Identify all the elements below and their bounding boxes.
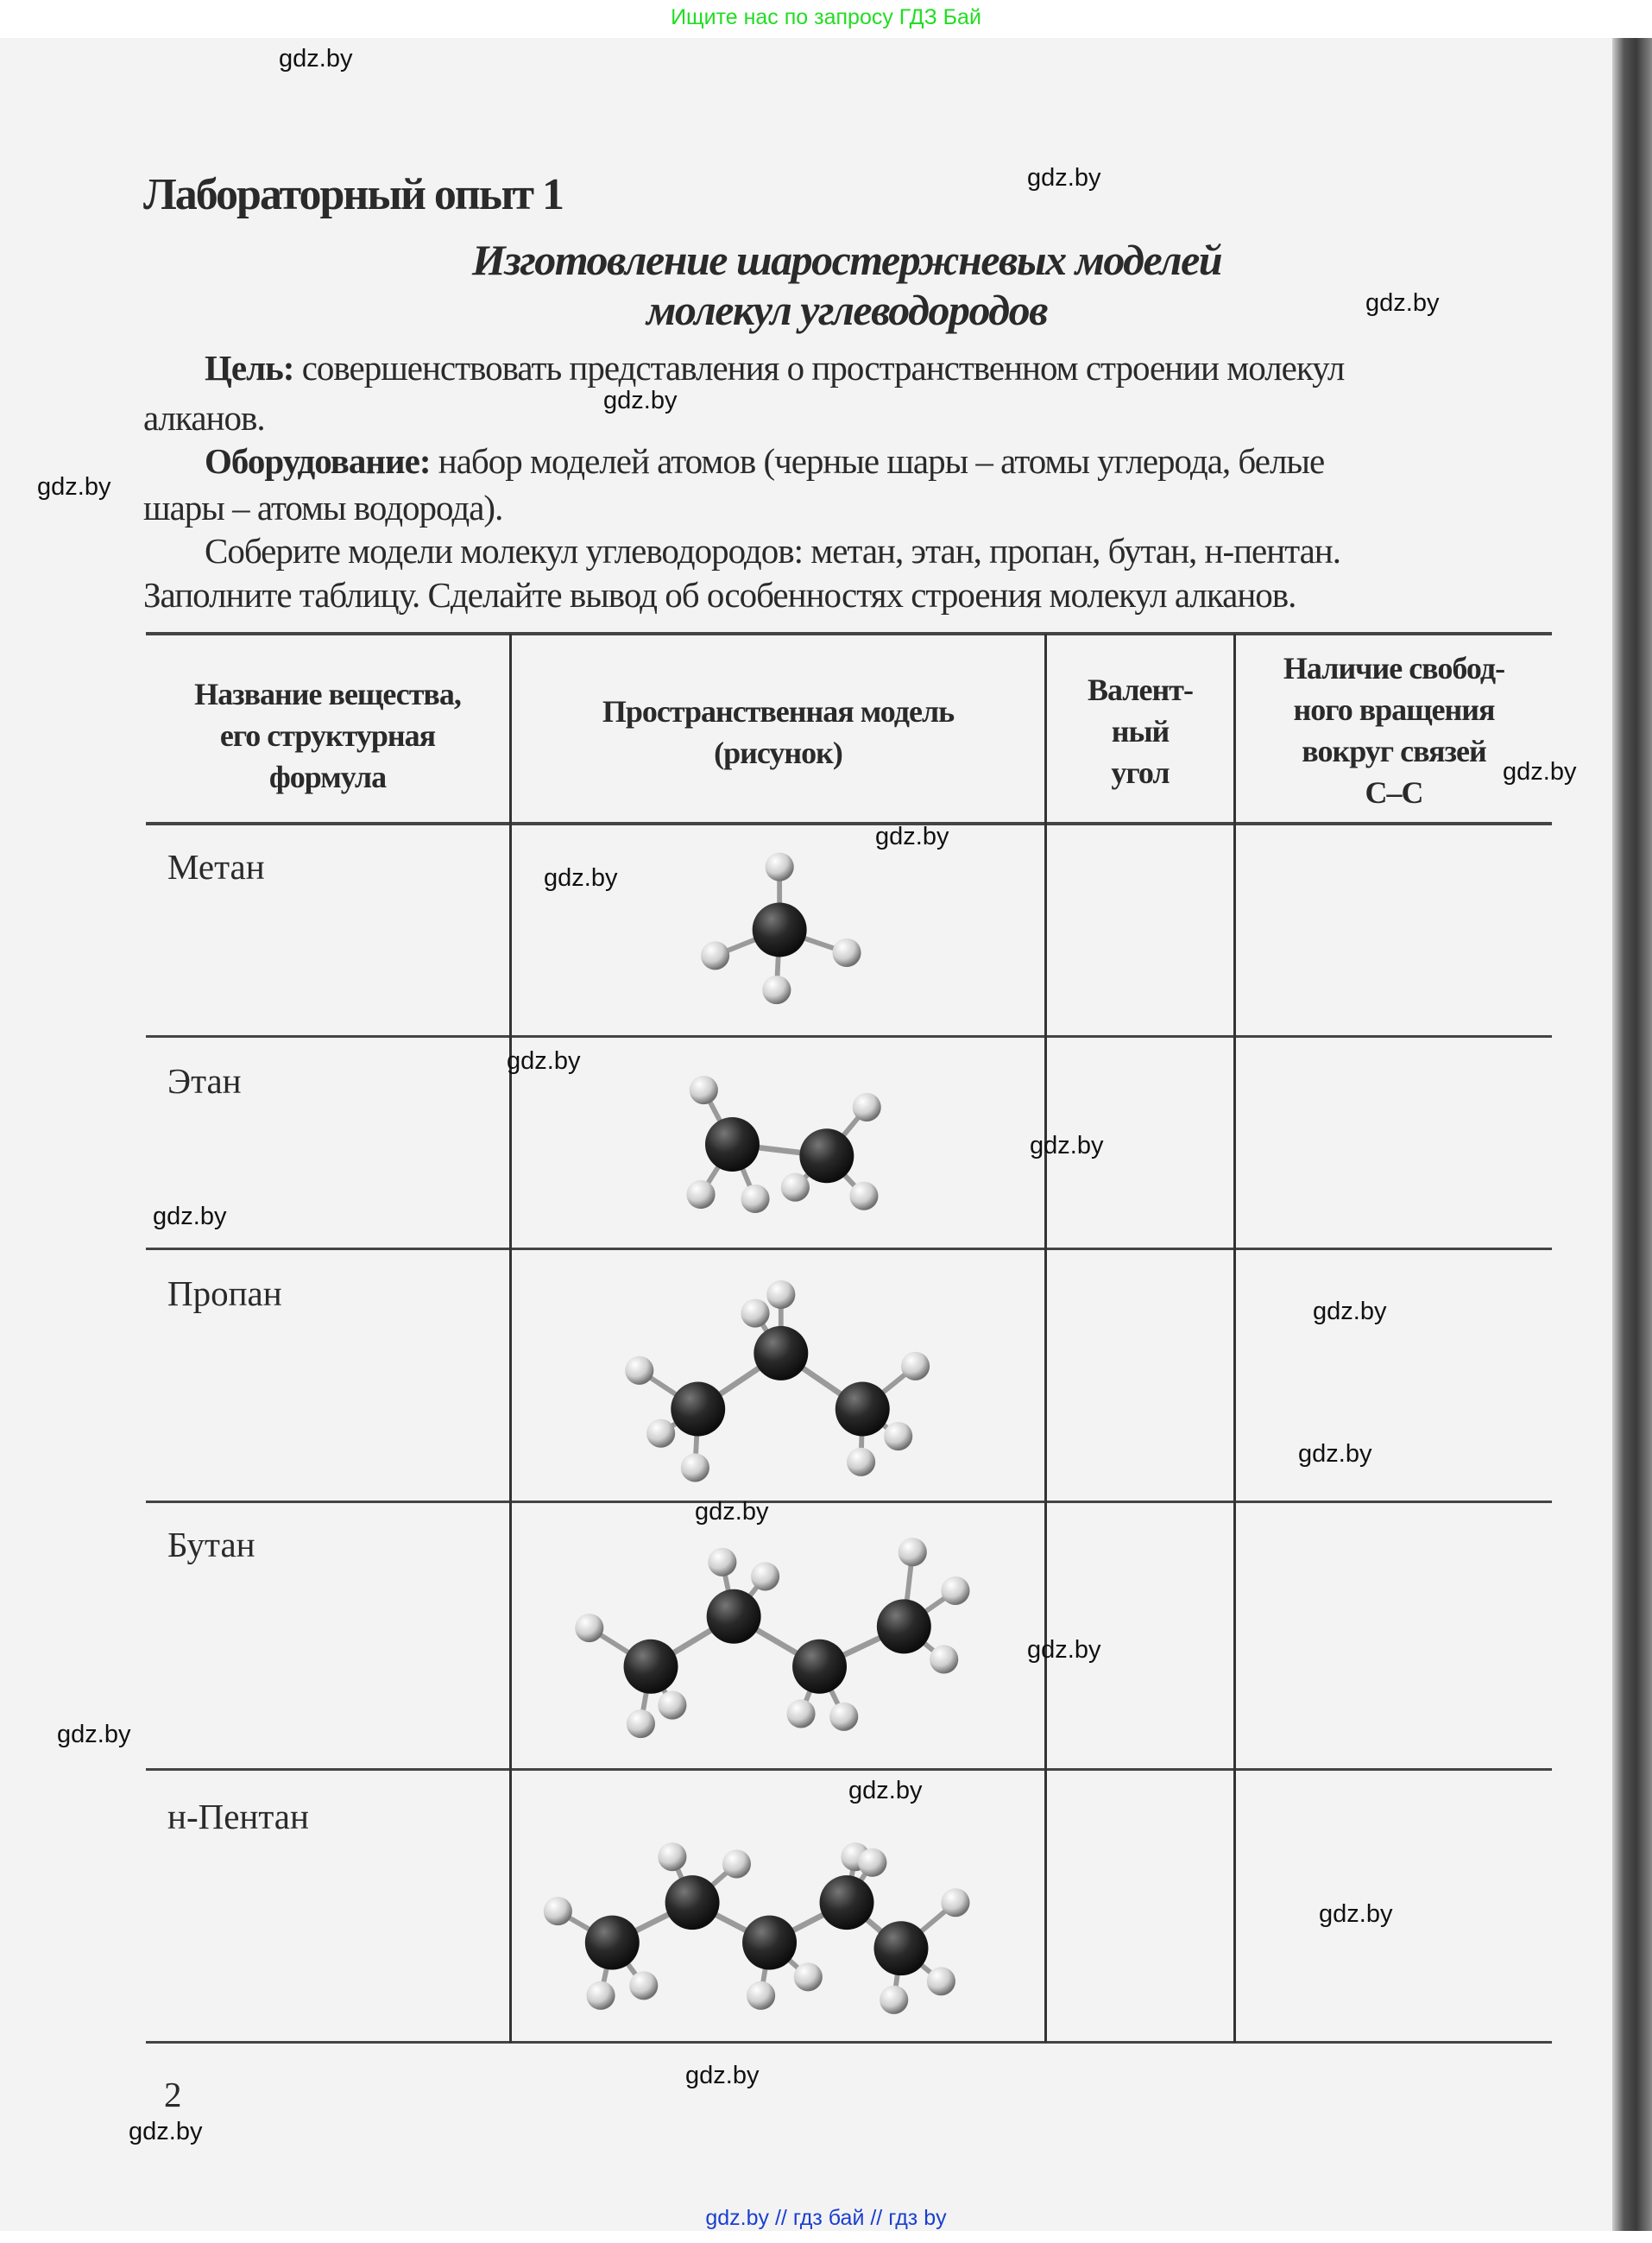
watermark-text: gdz.by: [1365, 289, 1440, 317]
pentane-carbon-atom: [874, 1921, 929, 1975]
ethane-carbon-atom: [705, 1117, 760, 1172]
page-title: Лабораторный опыт 1: [143, 170, 564, 219]
watermark-text: gdz.by: [1313, 1298, 1387, 1325]
watermark-text: gdz.by: [875, 823, 949, 850]
butane-carbon-atom: [707, 1589, 761, 1644]
ethane-hydrogen-atom: [853, 1093, 881, 1122]
pentane-hydrogen-atom: [629, 1971, 658, 2000]
row-label-pentane: н-Пентан: [167, 1797, 309, 1836]
ethane-carbon-atom: [799, 1128, 854, 1183]
row-label-butane: Бутан: [167, 1525, 255, 1564]
goal-text: совершенствовать представления о пространственном строении молекул: [293, 348, 1345, 388]
butane-hydrogen-atom: [786, 1699, 815, 1728]
pentane-carbon-atom: [665, 1875, 720, 1930]
propane-hydrogen-atom: [741, 1298, 769, 1327]
header-angle: Валент- ный угол: [1088, 673, 1193, 790]
pentane-hydrogen-atom: [544, 1897, 572, 1925]
row-label-ethane: Этан: [167, 1061, 242, 1101]
propane-hydrogen-atom: [847, 1448, 875, 1476]
propane-hydrogen-atom: [901, 1352, 930, 1381]
propane-carbon-atom: [835, 1382, 890, 1437]
butane-hydrogen-atom: [708, 1548, 736, 1576]
watermark-text: gdz.by: [37, 473, 111, 501]
subtitle-line-1: Изготовление шаростержневых моделей: [471, 236, 1222, 284]
ethane-hydrogen-atom: [781, 1173, 810, 1202]
butane-hydrogen-atom: [627, 1709, 655, 1738]
ethane-hydrogen-atom: [686, 1180, 715, 1209]
watermark-text: gdz.by: [129, 2118, 203, 2145]
watermark-text: gdz.by: [1298, 1440, 1372, 1468]
pentane-hydrogen-atom: [747, 1981, 775, 2010]
propane-hydrogen-atom: [884, 1422, 912, 1450]
pentane-hydrogen-atom: [858, 1848, 886, 1877]
watermark-text: gdz.by: [695, 1498, 769, 1526]
equipment-text: набор моделей атомов (черные шары – атомы углерода, белые: [430, 441, 1325, 481]
methane-hydrogen-atom: [832, 938, 861, 967]
task-line-1: Соберите модели молекул углеводородов: метан, этан, пропан, бутан, н-пентан.: [205, 531, 1340, 571]
row-label-propane: Пропан: [167, 1273, 282, 1313]
methane-hydrogen-atom: [766, 853, 794, 881]
butane-carbon-atom: [624, 1640, 678, 1694]
watermark-text: gdz.by: [279, 45, 353, 73]
pentane-carbon-atom: [742, 1916, 797, 1970]
watermark-text: gdz.by: [544, 864, 618, 892]
subtitle-line-2: молекул углеводородов: [646, 286, 1047, 334]
page-number: 2: [164, 2075, 182, 2114]
watermark-text: gdz.by: [1319, 1900, 1393, 1928]
pentane-hydrogen-atom: [722, 1849, 751, 1878]
watermark-text: gdz.by: [1027, 164, 1101, 192]
task-line-2: Заполните таблицу. Сделайте вывод об особенностях строения молекул алканов.: [143, 575, 1296, 615]
propane-carbon-atom: [671, 1382, 725, 1437]
butane-carbon-atom: [877, 1599, 931, 1653]
methane-carbon-atom: [753, 902, 807, 957]
pentane-hydrogen-atom: [658, 1842, 686, 1871]
butane-hydrogen-atom: [930, 1645, 958, 1673]
banner-text[interactable]: Ищите нас по запросу ГДЗ Бай: [671, 5, 981, 29]
propane-hydrogen-atom: [681, 1453, 709, 1482]
pentane-carbon-atom: [820, 1875, 874, 1930]
footer-links[interactable]: gdz.by // гдз бай // гдз by: [705, 2206, 947, 2230]
butane-hydrogen-atom: [829, 1703, 858, 1731]
ethane-hydrogen-atom: [690, 1076, 718, 1104]
propane-carbon-atom: [753, 1326, 808, 1381]
equipment-text-cont: шары – атомы водорода).: [143, 488, 503, 528]
watermark-text: gdz.by: [685, 2062, 760, 2089]
butane-hydrogen-atom: [899, 1538, 927, 1566]
goal-label: Цель:: [205, 348, 294, 388]
watermark-text: gdz.by: [57, 1721, 131, 1748]
watermark-text: gdz.by: [153, 1203, 227, 1230]
header-rotation: Наличие свобод- ного вращения вокруг связей С–С: [1283, 651, 1505, 810]
methane-hydrogen-atom: [701, 941, 729, 970]
goal-text-cont: алканов.: [143, 398, 265, 438]
pentane-hydrogen-atom: [586, 1981, 615, 2010]
watermark-text: gdz.by: [1503, 758, 1577, 786]
pentane-carbon-atom: [585, 1916, 640, 1970]
propane-hydrogen-atom: [625, 1356, 653, 1385]
butane-hydrogen-atom: [658, 1690, 686, 1719]
watermark-text: gdz.by: [603, 387, 678, 414]
header-model: Пространственная модель (рисунок): [602, 694, 955, 770]
watermark-text: gdz.by: [507, 1047, 581, 1075]
methane-hydrogen-atom: [762, 976, 791, 1004]
pentane-hydrogen-atom: [927, 1967, 955, 1995]
watermark-text: gdz.by: [848, 1777, 923, 1804]
header-name: Название вещества, его структурная формула: [194, 677, 461, 794]
row-label-methane: Метан: [167, 847, 265, 887]
watermark-text: gdz.by: [1030, 1132, 1104, 1159]
watermark-text: gdz.by: [1027, 1636, 1101, 1664]
propane-hydrogen-atom: [646, 1419, 675, 1448]
ethane-hydrogen-atom: [849, 1182, 878, 1210]
ethane-hydrogen-atom: [741, 1185, 769, 1213]
pentane-hydrogen-atom: [941, 1888, 969, 1917]
equipment-label: Оборудование:: [205, 441, 431, 481]
pentane-hydrogen-atom: [880, 1986, 908, 2014]
butane-carbon-atom: [792, 1640, 847, 1694]
butane-hydrogen-atom: [941, 1576, 969, 1605]
propane-hydrogen-atom: [766, 1280, 795, 1309]
butane-hydrogen-atom: [575, 1614, 603, 1642]
pentane-hydrogen-atom: [794, 1962, 823, 1991]
butane-hydrogen-atom: [751, 1562, 779, 1590]
